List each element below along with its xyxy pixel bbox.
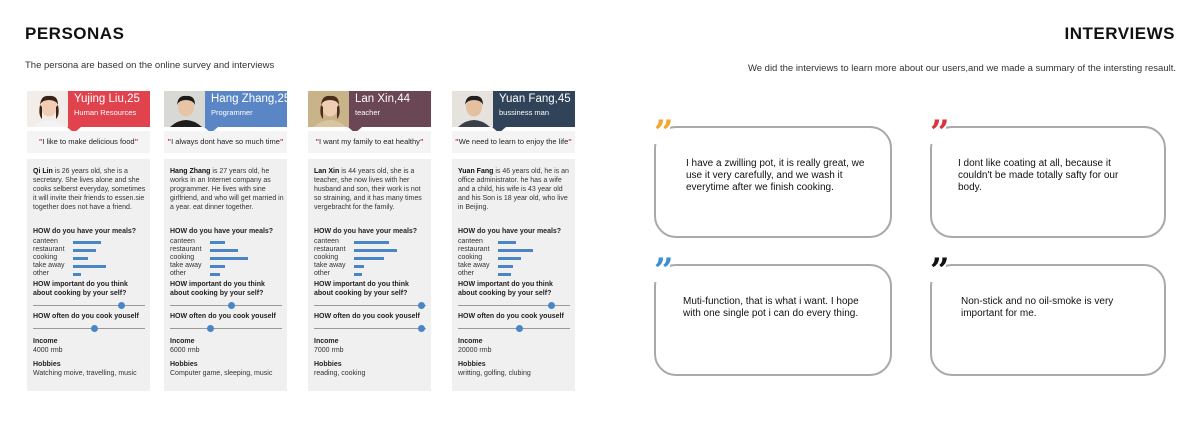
persona-bio-text: is 46 years old, he is an office administrator. he has a wife and a child, his wife is 43 year old and his Son is 18 year old, who live in Beijing. <box>458 168 569 211</box>
persona-quote-text: I always dont have so much time <box>171 137 280 146</box>
frequency-slider-handle <box>516 325 523 332</box>
frequency-slider-handle <box>91 325 98 332</box>
persona-role: bussiness man <box>499 108 550 117</box>
interviews-subtitle: We did the interviews to learn more about our users,and we made a summary of the intersting resault. <box>747 63 1176 74</box>
importance-slider-track <box>170 305 282 306</box>
persona-card <box>27 91 150 391</box>
persona-bio <box>170 167 284 212</box>
meal-bar <box>354 257 384 260</box>
persona-header <box>27 91 150 127</box>
frequency-slider-track <box>33 328 145 329</box>
avatar <box>27 91 71 127</box>
quote-mark-open: " <box>167 137 172 146</box>
persona-quote-text: I want my family to eat healthy <box>319 137 420 146</box>
persona-photo <box>27 91 71 127</box>
quote-mark-icon: ” <box>654 113 674 153</box>
meals-question: HOW do you have your meals? <box>458 228 562 235</box>
meal-bar <box>498 241 516 244</box>
persona-name: Lan Xin,44 <box>355 93 410 105</box>
meal-option-label: restaurant <box>314 246 346 253</box>
meals-question: HOW do you have your meals? <box>314 228 418 235</box>
hobbies-value: Watching moive, travelling, music <box>33 370 137 377</box>
avatar <box>308 91 352 127</box>
persona-body <box>452 159 575 391</box>
interviews-title: INTERVIEWS <box>1064 24 1175 43</box>
meal-option-label: cooking <box>314 254 339 261</box>
meal-bar <box>354 241 389 244</box>
hobbies-value: writting, golfing, clubing <box>458 370 531 377</box>
meal-option-label: canteen <box>33 238 58 245</box>
meal-bar <box>73 249 96 252</box>
persona-photo <box>308 91 352 127</box>
frequency-question: HOW often do you cook youself <box>314 313 420 320</box>
income-label: Income <box>314 338 339 345</box>
persona-bio <box>458 167 572 212</box>
persona-bio-name: Yuan Fang <box>458 168 494 175</box>
meal-bar <box>73 273 81 276</box>
quote-mark-open: " <box>315 137 320 146</box>
interview-bubble <box>654 264 892 376</box>
interview-quote-text: Muti-function, that is what i want. I hope with one single pot i can do every thing. <box>683 296 859 319</box>
income-value: 4000 rmb <box>33 347 63 354</box>
importance-question: HOW important do you think about cooking by your self? <box>33 281 128 297</box>
importance-slider-handle <box>548 302 555 309</box>
persona-quote <box>164 131 287 153</box>
interview-quote-text: I dont like coating at all, because it couldn't be made totally safty for our body. <box>958 158 1119 193</box>
interview-quote-text: Non-stick and no oil-smoke is very important for me. <box>961 296 1114 319</box>
meal-option-label: take away <box>314 262 346 269</box>
quote-mark-icon: ” <box>930 113 950 153</box>
income-value: 7000 rmb <box>314 347 344 354</box>
persona-quote <box>308 131 431 153</box>
persona-bio-text: is 44 years old, she is a teacher, she now lives with her husband and son, their work is not so straining, and it has many times vergebracht for the family. <box>314 168 422 211</box>
persona-bio-name: Hang Zhang <box>170 168 211 175</box>
persona-header <box>308 91 431 127</box>
persona-photo <box>452 91 496 127</box>
persona-role: Human Resources <box>74 108 137 117</box>
persona-quote-text: We need to learn to enjoy the life <box>458 137 569 146</box>
quote-mark-icon: ” <box>654 251 674 291</box>
interview-bubble <box>930 264 1166 376</box>
importance-slider-track <box>314 305 426 306</box>
meal-option-label: other <box>458 270 474 277</box>
quote-mark-icon: ” <box>930 251 950 291</box>
quote-mark-close: " <box>568 137 572 146</box>
meal-bar <box>498 249 533 252</box>
meal-option-label: cooking <box>33 254 58 261</box>
meal-bar <box>498 273 511 276</box>
hobbies-value: reading, cooking <box>314 370 366 377</box>
quote-mark-close: " <box>279 137 284 146</box>
importance-slider-track <box>33 305 145 306</box>
meal-bar <box>73 265 106 268</box>
hobbies-label: Hobbies <box>170 361 198 368</box>
meal-bar <box>210 265 225 268</box>
meal-option-label: other <box>170 270 186 277</box>
meal-bar <box>210 273 220 276</box>
meal-bar <box>210 241 225 244</box>
meal-option-label: canteen <box>314 238 339 245</box>
persona-quote <box>452 131 575 153</box>
personas-subtitle: The persona are based on the online survey and interviews <box>25 60 275 71</box>
frequency-slider-handle <box>418 325 425 332</box>
persona-name: Yujing Liu,25 <box>74 93 140 105</box>
frequency-slider-track <box>314 328 426 329</box>
persona-bio-text: is 26 years old, she is a secretary. She lives alone and she cooks selberst everyday, sometimes it will invite their friends to essen.sie together does not have a friend. <box>33 168 146 211</box>
frequency-slider-track <box>458 328 570 329</box>
persona-body <box>164 159 287 391</box>
meal-option-label: restaurant <box>170 246 202 253</box>
persona-bio <box>33 167 147 212</box>
persona-header <box>452 91 575 127</box>
meal-bar <box>354 273 362 276</box>
persona-name: Yuan Fang,45 <box>499 93 571 105</box>
persona-name: Hang Zhang,25 <box>211 93 291 105</box>
avatar <box>452 91 496 127</box>
income-label: Income <box>170 338 195 345</box>
frequency-slider-handle <box>207 325 214 332</box>
quote-mark-close: " <box>134 137 139 146</box>
frequency-slider-track <box>170 328 282 329</box>
importance-slider-handle <box>118 302 125 309</box>
frequency-question: HOW often do you cook youself <box>458 313 564 320</box>
persona-quote-text: I like to make delicious food <box>42 137 135 146</box>
persona-bio-name: Qi Lin <box>33 168 53 175</box>
meal-option-label: canteen <box>170 238 195 245</box>
meal-option-label: other <box>33 270 49 277</box>
persona-bio <box>314 167 428 212</box>
interview-quote-text: I have a zwilling pot, it is really great, we use it very carefully, and we wash it everytime after we finish cooking. <box>686 158 865 193</box>
importance-slider-handle <box>228 302 235 309</box>
meal-option-label: take away <box>33 262 65 269</box>
quote-mark-open: " <box>38 137 43 146</box>
persona-bio-text: is 27 years old, he works in an Internet company as programmer. He lives with sine girlfriend, and who will get married in a year. eat dinner together. <box>170 168 284 211</box>
meal-bar <box>354 265 364 268</box>
persona-body <box>308 159 431 391</box>
meal-bar <box>498 257 521 260</box>
meals-question: HOW do you have your meals? <box>33 228 137 235</box>
persona-role: Programmer <box>211 108 253 117</box>
quote-mark-close: " <box>419 137 424 146</box>
meal-bar <box>73 257 88 260</box>
meal-option-label: take away <box>170 262 202 269</box>
persona-role: teacher <box>355 108 381 117</box>
importance-slider-handle <box>418 302 425 309</box>
importance-question: HOW important do you think about cooking by your self? <box>170 281 265 297</box>
income-label: Income <box>33 338 58 345</box>
persona-card <box>308 91 431 391</box>
meal-option-label: restaurant <box>458 246 490 253</box>
income-value: 20000 rmb <box>458 347 492 354</box>
persona-card <box>452 91 575 391</box>
meal-bar <box>354 249 397 252</box>
meal-option-label: restaurant <box>33 246 65 253</box>
meal-option-label: cooking <box>170 254 195 261</box>
meals-question: HOW do you have your meals? <box>170 228 274 235</box>
income-label: Income <box>458 338 483 345</box>
personas-title: PERSONAS <box>25 24 125 43</box>
meal-option-label: canteen <box>458 238 483 245</box>
frequency-question: HOW often do you cook youself <box>33 313 139 320</box>
meal-bar <box>73 241 101 244</box>
income-value: 6000 rmb <box>170 347 200 354</box>
meal-bar <box>210 249 238 252</box>
meal-bar <box>498 265 513 268</box>
persona-card <box>164 91 291 391</box>
quote-mark-open: " <box>455 137 459 146</box>
avatar <box>164 91 208 127</box>
hobbies-label: Hobbies <box>33 361 61 368</box>
meal-bar <box>210 257 248 260</box>
hobbies-label: Hobbies <box>458 361 486 368</box>
persona-header <box>164 91 291 127</box>
meal-option-label: other <box>314 270 330 277</box>
persona-quote <box>27 131 150 153</box>
importance-question: HOW important do you think about cooking by your self? <box>314 281 409 297</box>
meal-option-label: cooking <box>458 254 483 261</box>
persona-bio-name: Lan Xin <box>314 168 340 175</box>
hobbies-value: Computer game, sleeping, music <box>170 370 273 377</box>
importance-question: HOW important do you think about cooking by your self? <box>458 281 553 297</box>
hobbies-label: Hobbies <box>314 361 342 368</box>
frequency-question: HOW often do you cook youself <box>170 313 276 320</box>
persona-body <box>27 159 150 391</box>
persona-photo <box>164 91 208 127</box>
meal-option-label: take away <box>458 262 490 269</box>
